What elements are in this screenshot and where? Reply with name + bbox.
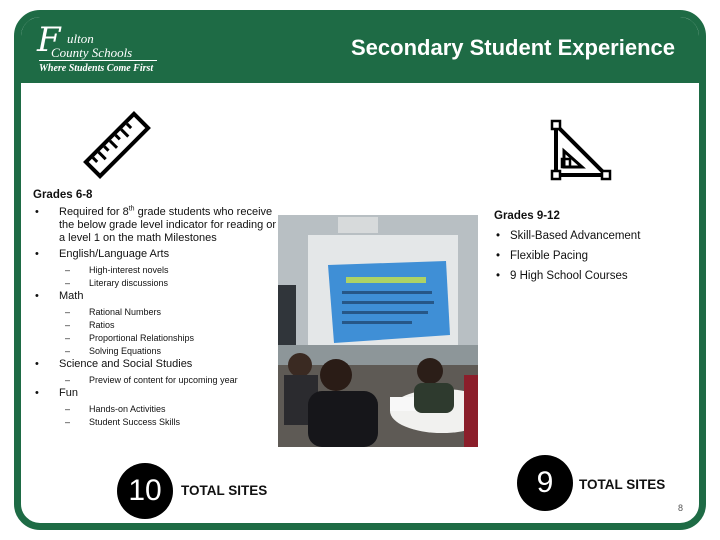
page-number: 8 bbox=[677, 503, 683, 513]
sub-list-item: – High-interest novels bbox=[33, 264, 283, 276]
sub-list-item: – Solving Equations bbox=[33, 345, 283, 357]
header-band bbox=[21, 17, 699, 83]
grades-6-8-list bbox=[33, 206, 283, 428]
grades-9-12-heading: Grades 9-12 bbox=[494, 210, 560, 222]
slide-frame bbox=[14, 10, 706, 530]
right-sites-label: TOTAL SITES bbox=[579, 477, 666, 492]
ruler-icon bbox=[81, 109, 153, 181]
sub-list-item: – Proportional Relationships bbox=[33, 332, 283, 344]
district-logo bbox=[37, 20, 167, 79]
sub-list-item: – Student Success Skills bbox=[33, 416, 283, 428]
list-item: • 9 High School Courses bbox=[494, 269, 694, 283]
list-item-text: Required for 8 bbox=[59, 206, 129, 218]
list-item: • Flexible Pacing bbox=[494, 249, 694, 263]
grades-6-8-section bbox=[33, 189, 283, 429]
sub-list-item: – Preview of content for upcoming year bbox=[33, 374, 283, 386]
slide-title: Secondary Student Experience bbox=[351, 35, 675, 60]
logo-line-2: County Schools bbox=[51, 45, 133, 60]
sub-list-item: – Rational Numbers bbox=[33, 306, 283, 318]
grades-6-8-heading: Grades 6-8 bbox=[33, 189, 93, 201]
grades-9-12-list bbox=[494, 229, 694, 283]
left-sites-label: TOTAL SITES bbox=[181, 483, 268, 498]
sub-list-item: – Ratios bbox=[33, 319, 283, 331]
logo-rule bbox=[39, 60, 157, 61]
right-sites-count-badge: 9 bbox=[517, 455, 573, 511]
superscript: th bbox=[128, 205, 135, 213]
list-item: • English/Language Arts bbox=[33, 248, 283, 261]
list-item: • Fun bbox=[33, 387, 283, 400]
classroom-photo bbox=[278, 215, 478, 447]
logo-tagline: Where Students Come First bbox=[39, 63, 154, 74]
list-item: • Math bbox=[33, 290, 283, 303]
set-square-triangle-icon bbox=[548, 119, 612, 183]
sub-list-item: – Hands-on Activities bbox=[33, 403, 283, 415]
list-item: • Skill-Based Advancement bbox=[494, 229, 694, 243]
logo-line-1: ulton bbox=[67, 31, 94, 46]
sub-list-item: – Literary discussions bbox=[33, 277, 283, 289]
logo-script-letter: F bbox=[37, 20, 61, 60]
list-item bbox=[33, 206, 283, 245]
grades-9-12-section bbox=[494, 209, 694, 289]
left-sites-count-badge: 10 bbox=[117, 463, 173, 519]
list-item: • Science and Social Studies bbox=[33, 358, 283, 371]
list-item-text: grade students who receive the below grade level indicator for reading or a level 1 on the math Milestones bbox=[59, 206, 277, 244]
